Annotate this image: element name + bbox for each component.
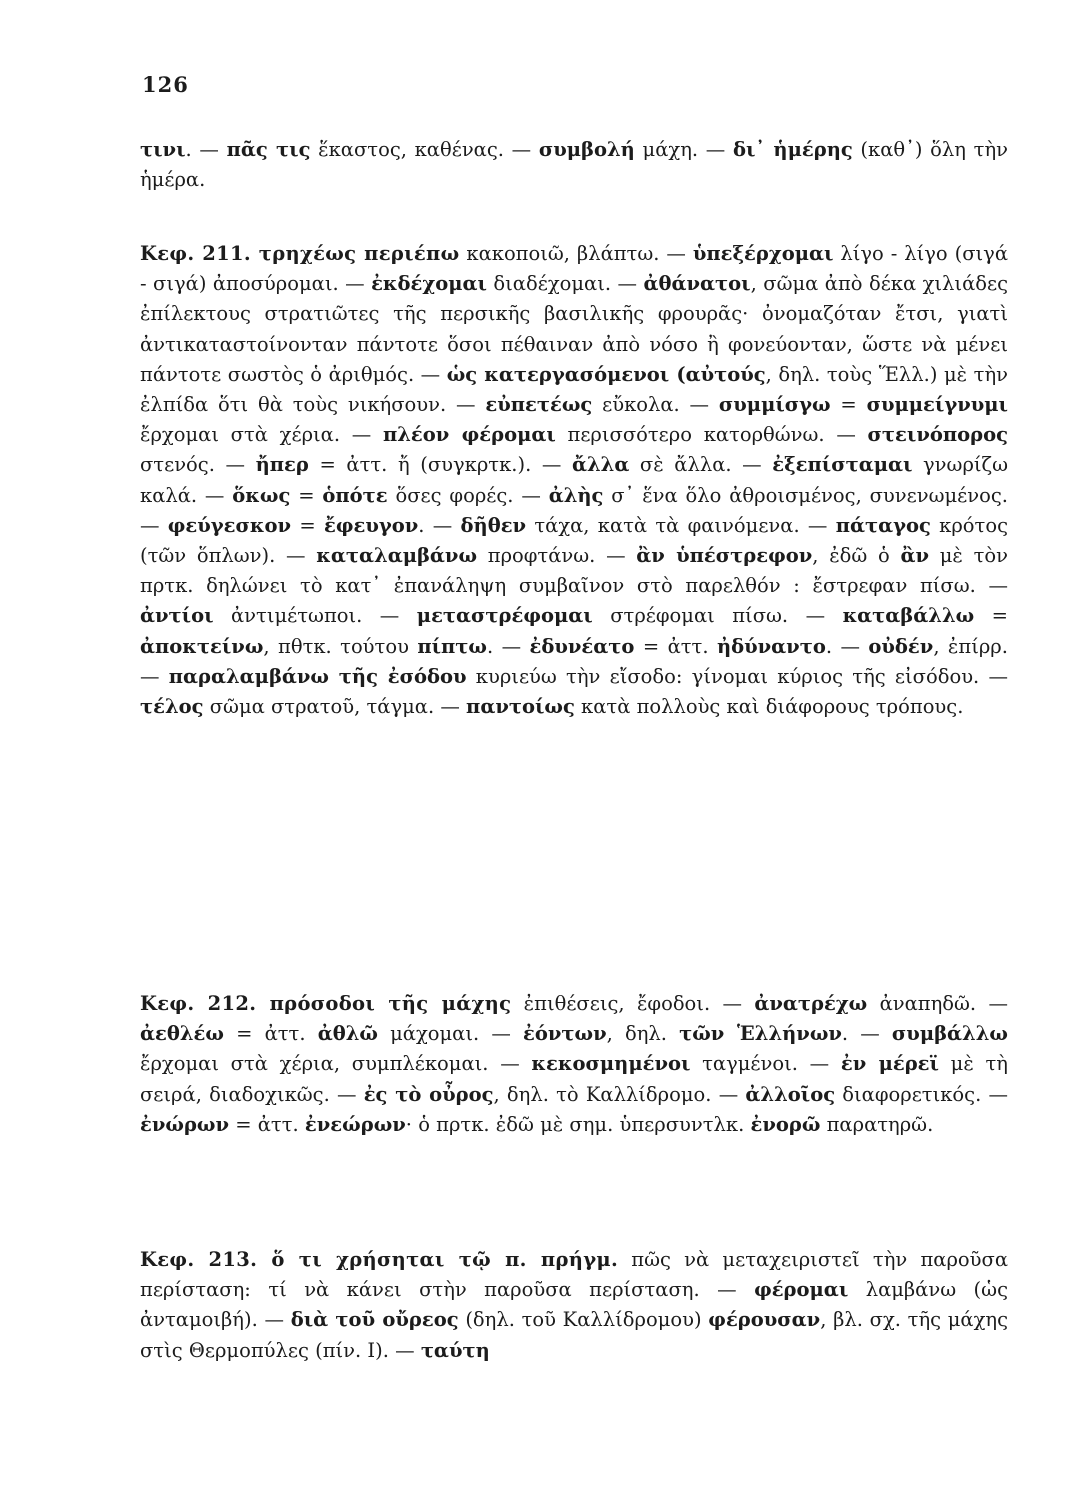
lemma-term: ἄλλα — [571, 453, 630, 477]
gloss-text: ἔρχομαι στὰ χέρια, συμπλέκομαι. — — [140, 1052, 532, 1076]
lemma-term: εὐπετέως — [485, 393, 593, 417]
lemma-term: οὐδέν — [868, 634, 934, 658]
lemma-term: ἀνατρέχω — [754, 992, 868, 1015]
gloss-text: προφτάνω. — — [477, 544, 637, 568]
gloss-text: . — — [487, 634, 530, 658]
gloss-text: εὔκολα. — — [592, 393, 719, 417]
lemma-term: ἀλὴς — [548, 483, 604, 507]
gloss-text: κρότος (τῶν ὅπλων). — — [140, 513, 1008, 568]
gloss-text: = ἀττ. — [634, 634, 717, 658]
lemma-term: συμβάλλω — [891, 1022, 1008, 1046]
chapter-213-glossary — [140, 1245, 1008, 1366]
lemma-term: παντοίως — [466, 695, 575, 719]
lemma-term: τινι — [140, 138, 186, 161]
gloss-text: παρατηρῶ. — [820, 1112, 934, 1136]
gloss-text: ἔρχομαι στὰ χέρια. — — [140, 423, 383, 447]
lemma-term: ὡς κατεργασόμενοι (αὐτούς — [446, 362, 766, 386]
lemma-term: κεκοσμημένοι — [531, 1052, 691, 1076]
gloss-text: ἐπιθέσεις, ἔφοδοι. — — [511, 992, 755, 1015]
gloss-text: μάχομαι. — — [377, 1022, 523, 1046]
gloss-text: κατὰ πολλοὺς καὶ διάφορους τρόπους. — [574, 695, 964, 719]
gloss-text: σ᾽ ἕνα ὅλο ἀθροισμένος, συνενωμένος. — — [140, 483, 1008, 537]
gloss-text: διαδέχομαι. — — [486, 272, 644, 296]
lemma-term: παραλαμβάνω τῆς ἐσόδου — [168, 664, 467, 688]
gloss-text: . — — [825, 634, 869, 658]
page-number: 126 — [142, 72, 189, 97]
gloss-text: σῶμα στρατοῦ, τάγμα. — — [203, 695, 467, 719]
lemma-term: ταύτη — [420, 1338, 490, 1362]
lemma-term: στεινόπορος — [867, 423, 1008, 447]
lemma-term: πᾶς τις — [226, 138, 311, 161]
lemma-term: συμβολή — [538, 138, 635, 161]
lemma-term: Κεφ. 213. ὅ τι χρήσηται τῷ π. πρήγμ. — [140, 1248, 619, 1271]
lemma-term: ὅκως — [232, 483, 291, 507]
gloss-text: . — — [185, 138, 227, 161]
lemma-term: τέλος — [140, 695, 204, 719]
gloss-text: στρέφομαι πίσω. — — [592, 604, 843, 628]
chapter-210-continuation — [140, 135, 1008, 195]
gloss-text: σὲ ἄλλα. — — [629, 453, 773, 477]
lemma-term: φεύγεσκον — [167, 513, 292, 537]
gloss-text: = — [291, 513, 324, 537]
lemma-term: ἐς τὸ οὖρος — [363, 1082, 494, 1106]
gloss-text: , δηλ. — [606, 1022, 680, 1046]
lemma-term: τῶν Ἑλλήνων — [679, 1022, 842, 1046]
lemma-term: διὰ τοῦ οὔρεος — [290, 1308, 459, 1332]
lemma-term: δῆθεν — [460, 513, 527, 537]
lemma-term: ἐν μέρεϊ — [840, 1052, 939, 1076]
gloss-text: μὲ τὴ σειρά, διαδοχικῶς. — — [140, 1052, 1008, 1106]
lemma-term: πάταγος — [835, 513, 931, 537]
chapter-211-glossary — [140, 239, 1008, 722]
gloss-text: = ἀττ. — [229, 1112, 305, 1136]
lemma-term: ἤπερ — [255, 453, 309, 477]
lemma-term: ἐνεώρων — [304, 1112, 406, 1136]
gloss-text: κακοποιῶ, βλάπτω. — — [459, 242, 693, 265]
gloss-text: μὲ τὸν πρτκ. δηλώνει τὸ κατ᾽ ἐπανάληψη συμβαῖνον στὸ παρελθόν : ἔστρεφαν πίσω. — — [140, 544, 1008, 598]
gloss-text: γνωρίζω καλά. — — [140, 453, 1009, 507]
lemma-term: πλέον φέρομαι — [382, 423, 556, 447]
lemma-term: συμμείγνυμι — [866, 393, 1008, 417]
gloss-text: τάχα, κατὰ τὰ φαινόμενα. — — [526, 513, 836, 537]
lemma-term: ἀθάνατοι — [643, 272, 751, 296]
lemma-term: ἀεθλέω — [140, 1022, 224, 1046]
gloss-text: ὅσες φορές. — — [387, 483, 549, 507]
lemma-term: ὁπότε — [322, 483, 388, 507]
lemma-term: ἐκδέχομαι — [371, 272, 487, 296]
lemma-term: ἀντίοι — [140, 604, 214, 628]
gloss-text: , δηλ. τοὺς Ἕλλ.) μὲ τὴν ἐλπίδα ὅτι θὰ τοὺς νικήσουν. — — [140, 362, 1008, 417]
gloss-text: . — — [418, 513, 461, 537]
lemma-term: ἠδύναντο — [716, 634, 826, 658]
gloss-text: (δηλ. τοῦ Καλλίδρομου) — [458, 1308, 709, 1332]
lemma-term: φέρουσαν — [708, 1308, 821, 1332]
lemma-term: πίπτω — [417, 634, 487, 658]
lemma-term: φέρομαι — [754, 1278, 849, 1302]
lemma-term: ἐνορῶ — [750, 1112, 821, 1136]
lemma-term: ἐδυνέατο — [529, 634, 635, 658]
gloss-text: , πθτκ. τούτου — [263, 634, 418, 658]
gloss-text: · ὁ πρτκ. ἐδῶ μὲ σημ. ὑπερσυντλκ. — [405, 1112, 751, 1136]
lemma-term: καταβάλλω — [842, 604, 975, 628]
gloss-text: = — [290, 483, 323, 507]
gloss-text: ἕκαστος, καθένας. — — [310, 138, 539, 161]
lemma-term: ἐξεπίσταμαι — [772, 453, 913, 477]
gloss-text: ἀντιμέτωποι. — — [213, 604, 417, 628]
lemma-term: ἀθλῶ — [317, 1022, 378, 1046]
gloss-text: (καθ᾽) ὅλη τὴν ἡμέρα. — [140, 138, 1008, 192]
lemma-term: μεταστρέφομαι — [416, 604, 593, 628]
lemma-term: ἂν — [900, 544, 930, 568]
lemma-term: ὑπεξέρχομαι — [692, 242, 834, 265]
lemma-term: ἐνώρων — [140, 1112, 230, 1136]
gloss-text: . — — [841, 1022, 892, 1046]
lemma-term: ἔφευγον — [323, 513, 419, 537]
gloss-text: ἀναπηδῶ. — — [867, 992, 1008, 1015]
gloss-text: στενός. — — [140, 453, 256, 477]
gloss-text: λίγο - λίγο (σιγά - σιγά) ἀποσύρομαι. — — [140, 242, 1008, 296]
gloss-text: , ἐδῶ ὁ — [812, 544, 901, 568]
lemma-term: Κεφ. 211. τρηχέως περιέπω — [140, 242, 460, 265]
gloss-text: , δηλ. τὸ Καλλίδρομο. — — [493, 1082, 746, 1106]
lemma-term: ἀλλοῖος — [745, 1082, 836, 1106]
gloss-text: = — [974, 604, 1008, 628]
gloss-text: , βλ. σχ. τῆς μάχης στὶς Θερμοπύλες (πίν. I). — — [140, 1308, 1009, 1362]
lemma-term: συμμίσγω — [718, 393, 831, 417]
gloss-text: μάχη. — — [634, 138, 733, 161]
gloss-text: ταγμένοι. — — [690, 1052, 841, 1076]
gloss-text: κυριεύω τὴν εἴσοδο: γίνομαι κύριος τῆς εἰσόδου. — — [466, 664, 1008, 688]
chapter-212-glossary — [140, 989, 1008, 1140]
lemma-term: ἐόντων — [523, 1022, 607, 1046]
gloss-text: πῶς νὰ μεταχειριστεῖ τὴν παροῦσα περίσταση: τί νὰ κάνει στὴν παροῦσα περίσταση. — — [140, 1248, 1008, 1302]
lemma-term: ἂν ὑπέστρεφον — [636, 544, 813, 568]
gloss-text: = ἀττ. ἤ (συγκρτκ.). — — [308, 453, 572, 477]
lemma-term: ἀποκτείνω — [140, 634, 264, 658]
gloss-text: = — [830, 393, 867, 417]
lemma-term: Κεφ. 212. πρόσοδοι τῆς μάχης — [140, 992, 512, 1015]
gloss-text: περισσότερο κατορθώνω. — — [555, 423, 868, 447]
gloss-text: , σῶμα ἀπὸ δέκα χιλιάδες ἐπίλεκτους στρατιῶτες τῆς περσικῆς βασιλικῆς φρουρᾶς· ὀνομαζόταν ἔτσι, γιατὶ ἀντικαταστοίνονταν πάντοτε ὅσοι πέθαιναν ἀπὸ νόσο ἢ φονεύονταν, ὥστε νὰ μένει πάντοτε σωστὸς ὁ ἀριθμός. — — [140, 272, 1008, 386]
gloss-text: , ἐπίρρ. — — [140, 634, 1008, 688]
gloss-text: διαφορετικός. — — [835, 1082, 1008, 1106]
lemma-term: καταλαμβάνω — [316, 544, 478, 568]
gloss-text: = ἀττ. — [223, 1022, 318, 1046]
gloss-text: λαμβάνω (ὡς ἀνταμοιβή). — — [140, 1278, 1008, 1332]
lemma-term: δι᾽ ἡμέρης — [732, 138, 853, 161]
